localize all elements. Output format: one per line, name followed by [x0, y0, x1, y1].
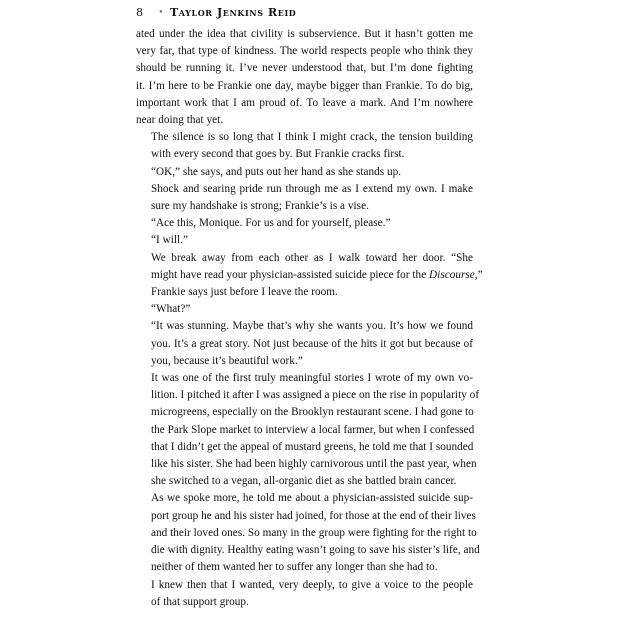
paragraph-7: [136, 250, 483, 302]
text-line: port group he and his sister had joined, for those at the end of their lives: [151, 509, 476, 522]
text-line: die with dignity. Healthy eating wasn’t going to save his sister’s life, and: [151, 544, 480, 557]
text-line: As we spoke more, he told me about a physician-assisted suicide sup-: [151, 492, 473, 505]
paragraph-1: [136, 26, 473, 129]
text-line: neither of them wanted her to suffer any longer than she had to.: [151, 561, 438, 574]
text-fragment: might have read your physician-assisted suicide piece for the: [151, 268, 430, 281]
text-line: should be running it. I’ve never understood that, but I’m done fighting: [136, 62, 473, 75]
running-head-author: Taylor Jenkins Reid: [170, 6, 297, 19]
text-line: We break away from each other as I walk toward her door. “She: [151, 251, 473, 264]
text-line: “Ace this, Monique. For us and for yourself, please.”: [151, 217, 391, 230]
text-line: of that support group.: [151, 595, 249, 608]
header-separator-dot: •: [158, 8, 164, 18]
text-line: Shock and searing pride run through me as I extend my own. I make: [151, 182, 473, 195]
text-line: with every second that goes by. But Frankie cracks first.: [151, 148, 405, 161]
text-line: It was one of the first truly meaningful stories I wrote of my own vo-: [151, 372, 473, 385]
text-line: sure my handshake is strong; Frankie’s is a vise.: [151, 200, 369, 213]
paragraph-11: [136, 490, 480, 576]
paragraph-6: [136, 232, 473, 249]
paragraph-9: [136, 318, 473, 370]
text-line-with-title: [136, 267, 483, 284]
text-line: it. I’m here to be Frankie one day, maybe bigger than Frankie. To do big,: [136, 79, 473, 92]
text-line: I knew then that I wanted, very deeply, to give a voice to the people: [151, 578, 473, 591]
text-line: Frankie says just before I leave the room.: [151, 286, 338, 299]
paragraph-10: [136, 370, 480, 490]
paragraph-8: [136, 301, 473, 318]
text-line: near doing that yet.: [136, 114, 224, 127]
text-line: lition. I pitched it after I was assigned a piece on the rise in popularity of: [151, 389, 480, 402]
text-line: and their loved ones. So many in the group were fighting for the right to: [151, 526, 477, 539]
body-text: [136, 26, 483, 611]
text-line: “I will.”: [151, 234, 189, 247]
text-line: important work that I am proud of. To leave a mark. And I’m nowhere: [136, 96, 473, 109]
running-head: [136, 6, 496, 20]
text-line: “OK,” she says, and puts out her hand as she stands up.: [151, 165, 402, 178]
paragraph-5: [136, 215, 473, 232]
publication-title: Discourse: [429, 268, 475, 281]
paragraph-4: [136, 181, 473, 215]
paragraph-12: [136, 577, 473, 611]
text-line: you. It’s a great story. Not just because of the hits it got but because of: [151, 337, 473, 350]
paragraph-3: [136, 164, 473, 181]
text-line: she switched to a vegan, all-organic diet as she battled brain cancer.: [151, 475, 457, 488]
text-line: microgreens, especially on the Brooklyn restaurant scene. I had gone to: [151, 406, 474, 419]
text-line: “What?”: [151, 303, 191, 316]
text-line: ated under the idea that civility is subservience. But it hasn’t gotten me: [136, 28, 473, 40]
text-line: very far, that type of kindness. The world respects people who think they: [136, 45, 473, 58]
page-number: 8: [136, 6, 144, 19]
text-line: The silence is so long that I think I might crack, the tension building: [151, 131, 473, 144]
text-line: “It was stunning. Maybe that’s why she wants you. It’s how we found: [151, 320, 473, 333]
text-line: you, because it’s beautiful work.”: [151, 354, 303, 367]
text-fragment: ,”: [474, 268, 483, 281]
text-line: that I didn’t get the appeal of mustard greens, he told me that I sounded: [151, 440, 474, 453]
text-line: the Park Slope market to interview a local farmer, but when I confessed: [151, 423, 475, 436]
paragraph-2: [136, 129, 473, 163]
text-line: like his sister. She had been highly carnivorous until the past year, when: [151, 458, 477, 471]
